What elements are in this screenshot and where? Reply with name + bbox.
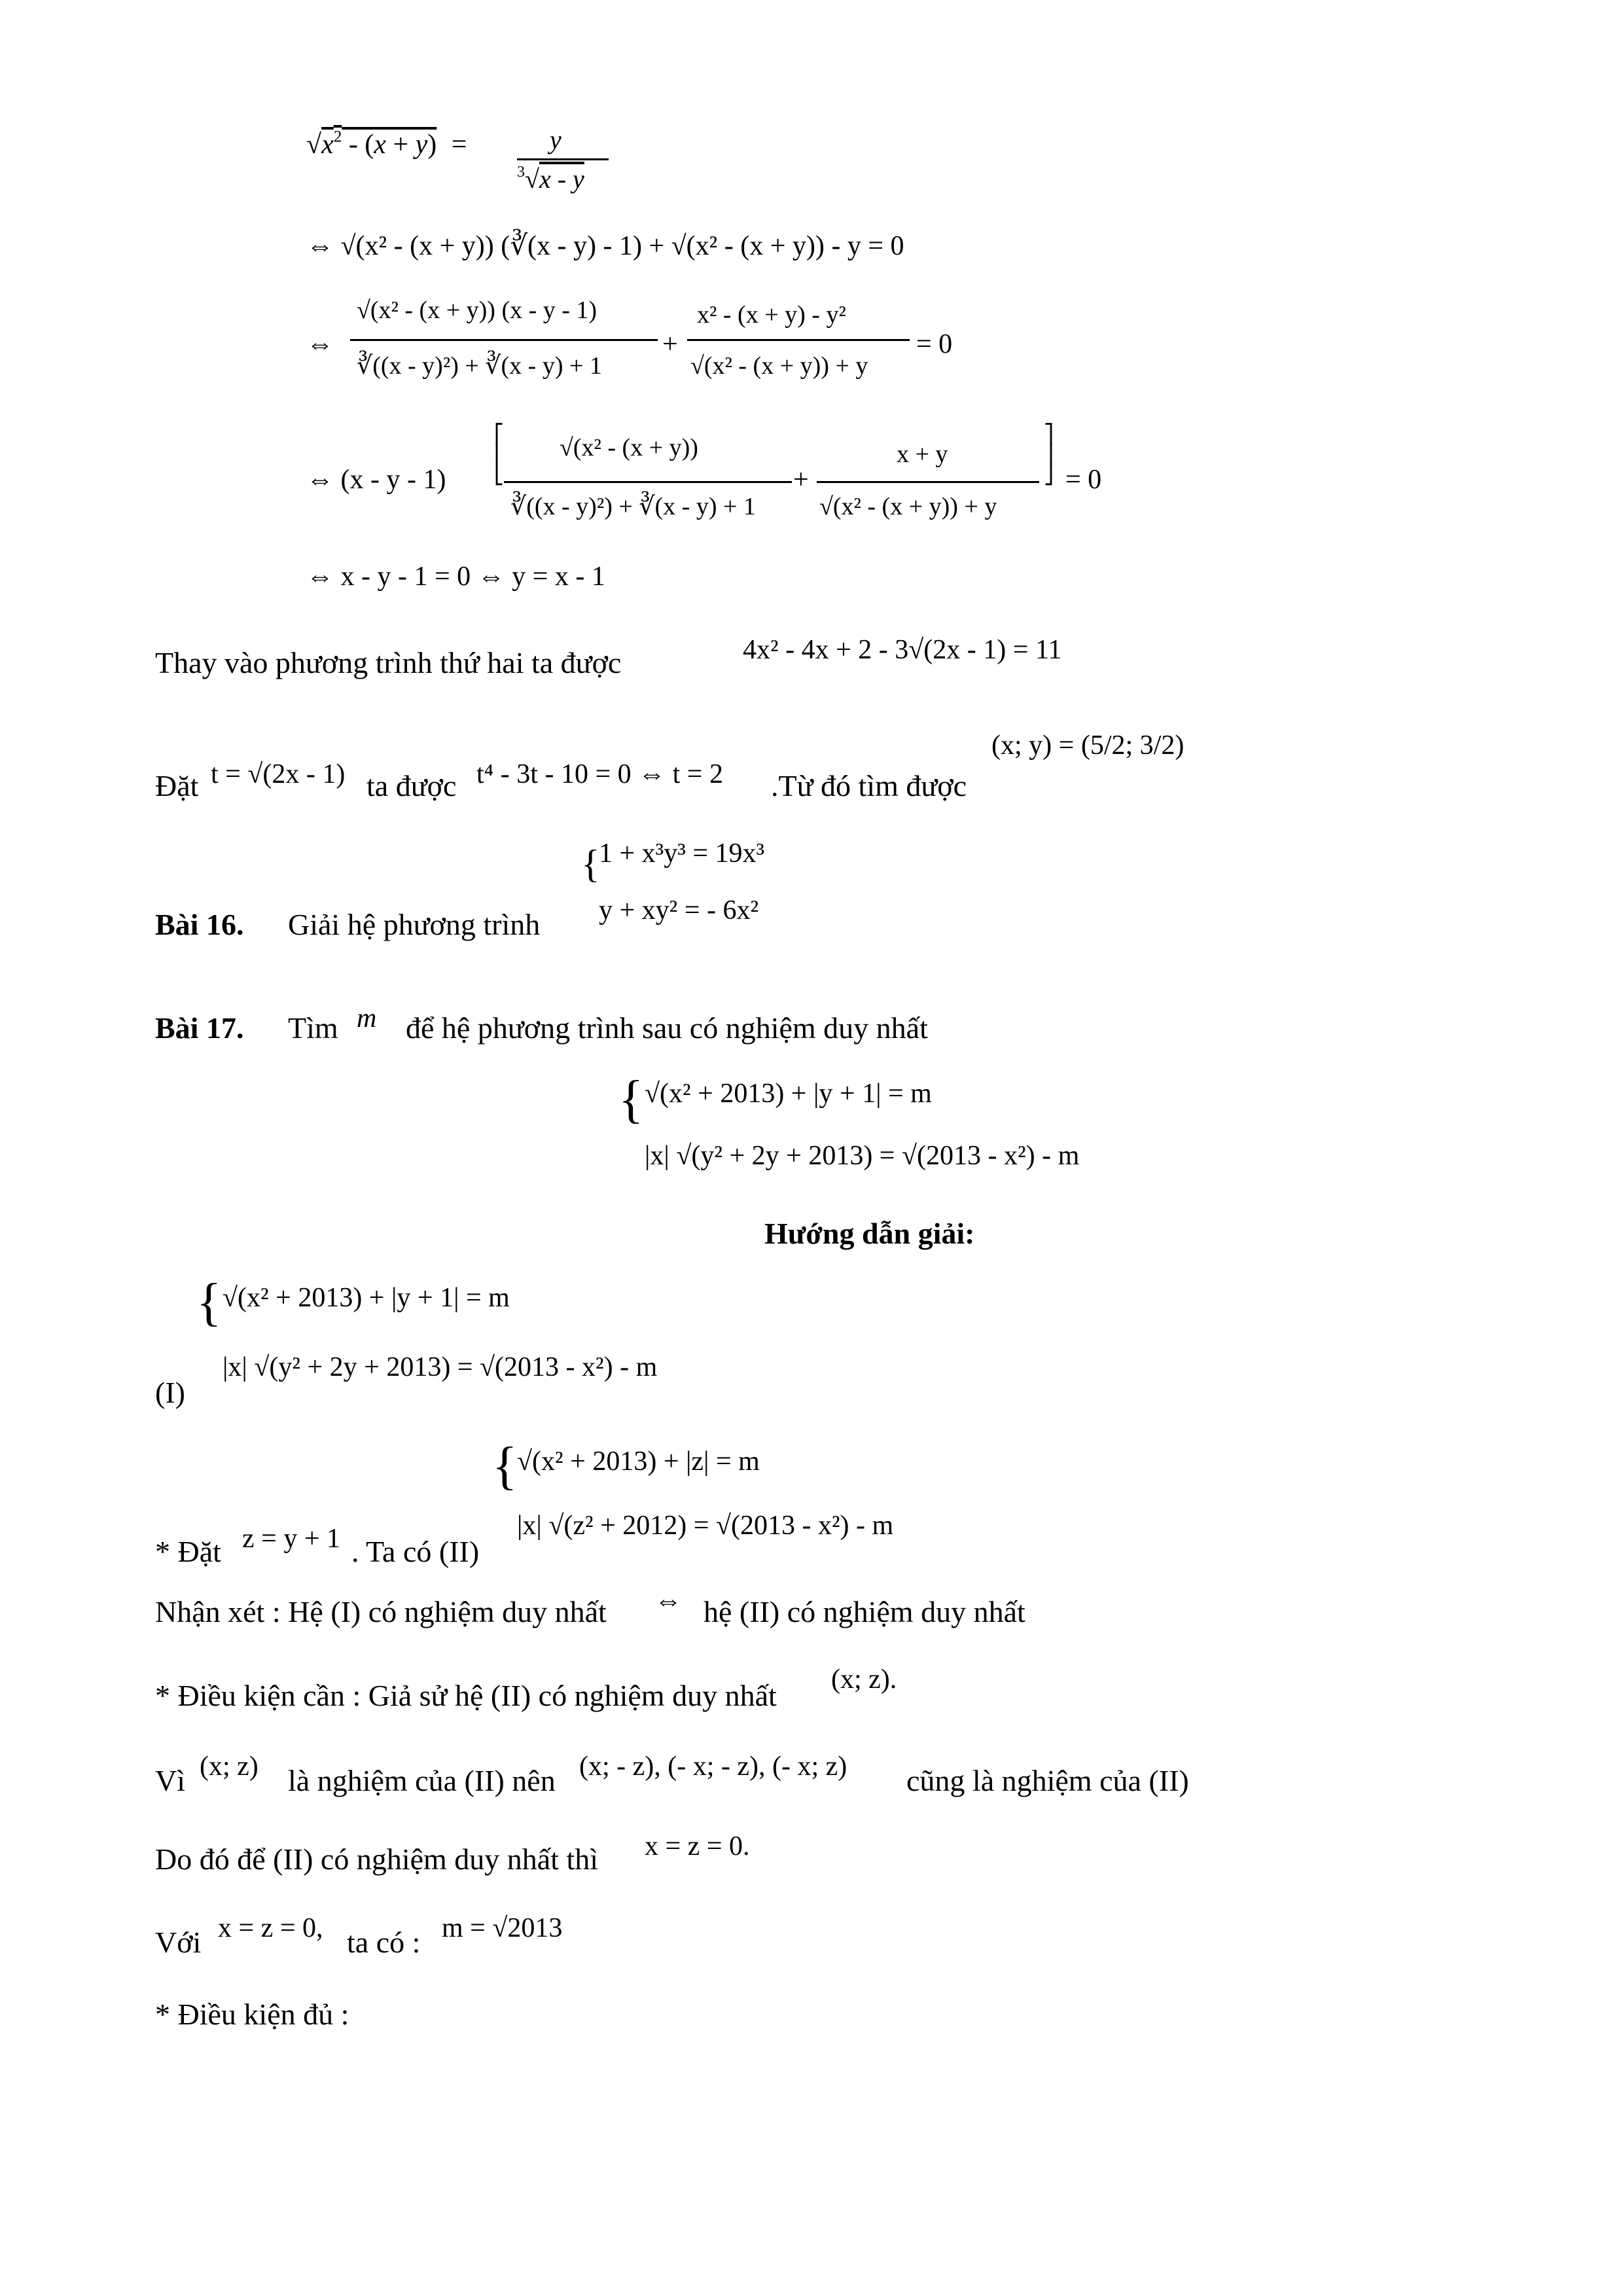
set-t-result: (x; y) = (5/2; 3/2) [991,730,1185,761]
bai16-eq1: 1 + x³y³ = 19x³ [599,838,765,869]
dat-suffix: . Ta có (II) [351,1535,480,1568]
nhanxet-text-b: hệ (II) có nghiệm duy nhất [704,1595,1026,1628]
system-II-brace: { [492,1437,518,1495]
system-I-brace: { [196,1274,222,1331]
dieu-kien-can-pair: (x; z). [831,1664,897,1695]
derivation-line-3-den2: √(x² - (x + y)) + y [690,352,868,380]
substitution-text: Thay vào phương trình thứ hai ta được [155,646,622,679]
derivation-line-3-den1: ∛((x - y)²) + ∛(x - y) + 1 [357,352,602,380]
derivation-line-4-bar2 [817,481,1039,483]
derivation-line-1-fracbar [517,158,609,160]
bai17-brace: { [618,1071,644,1128]
derivation-line-3-bar1 [350,339,658,341]
nhanxet-equiv-symbol: ⇔ [654,1586,682,1616]
bai17-var-m: m [357,1003,377,1033]
bai17-eq2: |x| √(y² + 2y + 2013) = √(2013 - x²) - m [645,1141,1080,1171]
system-II-eq1: √(x² + 2013) + |z| = m [517,1446,760,1477]
bracket-right: ⎤ ⎥ ⎦ [1044,424,1054,485]
voi-mid: ta có : [347,1926,421,1959]
solution-heading: Hướng dẫn giải: [764,1217,975,1250]
derivation-line-5: ⇔ x - y - 1 = 0 ⇔ y = x - 1 [306,562,605,592]
derivation-line-3-lhs: ⇔ [306,329,334,359]
voi-equation: x = z = 0, [218,1913,323,1943]
derivation-line-4-eq: = 0 [1065,465,1102,495]
bai16-brace: { [581,842,600,886]
vi-pair: (x; z) [200,1751,259,1782]
substitution-equation: 4x² - 4x + 2 - 3√(2x - 1) = 11 [743,635,1062,665]
set-t-mid: ta được [366,769,457,802]
dat-prefix: * Đặt [155,1535,221,1568]
voi-prefix: Với [155,1926,202,1959]
bai17-text-a: Tìm [288,1011,338,1045]
derivation-line-1-num: y [550,125,562,154]
derivation-line-3-num1: √(x² - (x + y)) (x - y - 1) [357,296,597,324]
vi-suffix: cũng là nghiệm của (II) [906,1764,1189,1797]
set-t-equation: t⁴ - 3t - 10 = 0 ⇔ t = 2 [476,759,723,789]
derivation-line-4-plus: + [793,465,809,495]
system-II-eq2: |x| √(z² + 2012) = √(2013 - x²) - m [517,1511,894,1541]
system-I-eq1: √(x² + 2013) + |y + 1| = m [223,1283,510,1313]
derivation-line-4-num2: x + y [897,440,948,468]
derivation-line-3-plus: + [662,329,678,359]
bai17-label: Bài 17. [155,1011,244,1045]
set-t-prefix: Đặt [155,769,199,802]
derivation-line-3-eq: = 0 [916,329,953,359]
set-t-suffix: .Từ đó tìm được [771,769,967,802]
bai17-eq1: √(x² + 2013) + |y + 1| = m [645,1079,932,1109]
nhanxet-text-a: Nhận xét : Hệ (I) có nghiệm duy nhất [155,1595,607,1628]
derivation-line-1-den: $^3$√x - y [517,164,584,194]
derivation-line-1: $√x^2 - (x + y)$ = [306,128,467,160]
system-I-label: (I) [155,1376,185,1409]
vi-pairs: (x; - z), (- x; - z), (- x; z) [579,1751,847,1782]
bracket-left: ⎡ ⎢ ⎣ [494,424,504,485]
dodo-text: Do đó để (II) có nghiệm duy nhất thì [155,1842,599,1876]
derivation-line-3-num2: x² - (x + y) - y² [697,301,846,329]
derivation-line-3-bar2 [687,339,910,341]
vi-prefix: Vì [155,1764,185,1797]
derivation-line-4-den1: ∛((x - y)²) + ∛(x - y) + 1 [510,493,756,520]
derivation-line-4-lhs: ⇔ (x - y - 1) [306,465,446,495]
vi-mid: là nghiệm của (II) nên [288,1764,556,1797]
set-t-definition: t = √(2x - 1) [211,759,346,789]
dieu-kien-can-text: * Điều kiện cần : Giả sử hệ (II) có nghiệm duy nhất [155,1679,777,1712]
dat-equation: z = y + 1 [242,1524,341,1554]
derivation-line-4-num1: √(x² - (x + y)) [560,434,698,461]
voi-result: m = √2013 [442,1913,563,1943]
derivation-line-4-bar1 [504,481,792,483]
bai16-eq2: y + xy² = - 6x² [599,895,759,925]
derivation-line-4-den2: √(x² - (x + y)) + y [819,493,997,520]
bai16-text: Giải hệ phương trình [288,908,541,941]
bai16-label: Bài 16. [155,908,244,941]
dieu-kien-du-text: * Điều kiện đủ : [155,1998,349,2031]
derivation-line-2: ⇔ √(x² - (x + y)) (∛(x - y) - 1) + √(x² - (x + y)) - y = 0 [306,231,904,261]
bai17-text-b: để hệ phương trình sau có nghiệm duy nhất [406,1011,928,1045]
dodo-equation: x = z = 0. [645,1831,750,1861]
system-I-eq2: |x| √(y² + 2y + 2013) = √(2013 - x²) - m [223,1352,658,1382]
